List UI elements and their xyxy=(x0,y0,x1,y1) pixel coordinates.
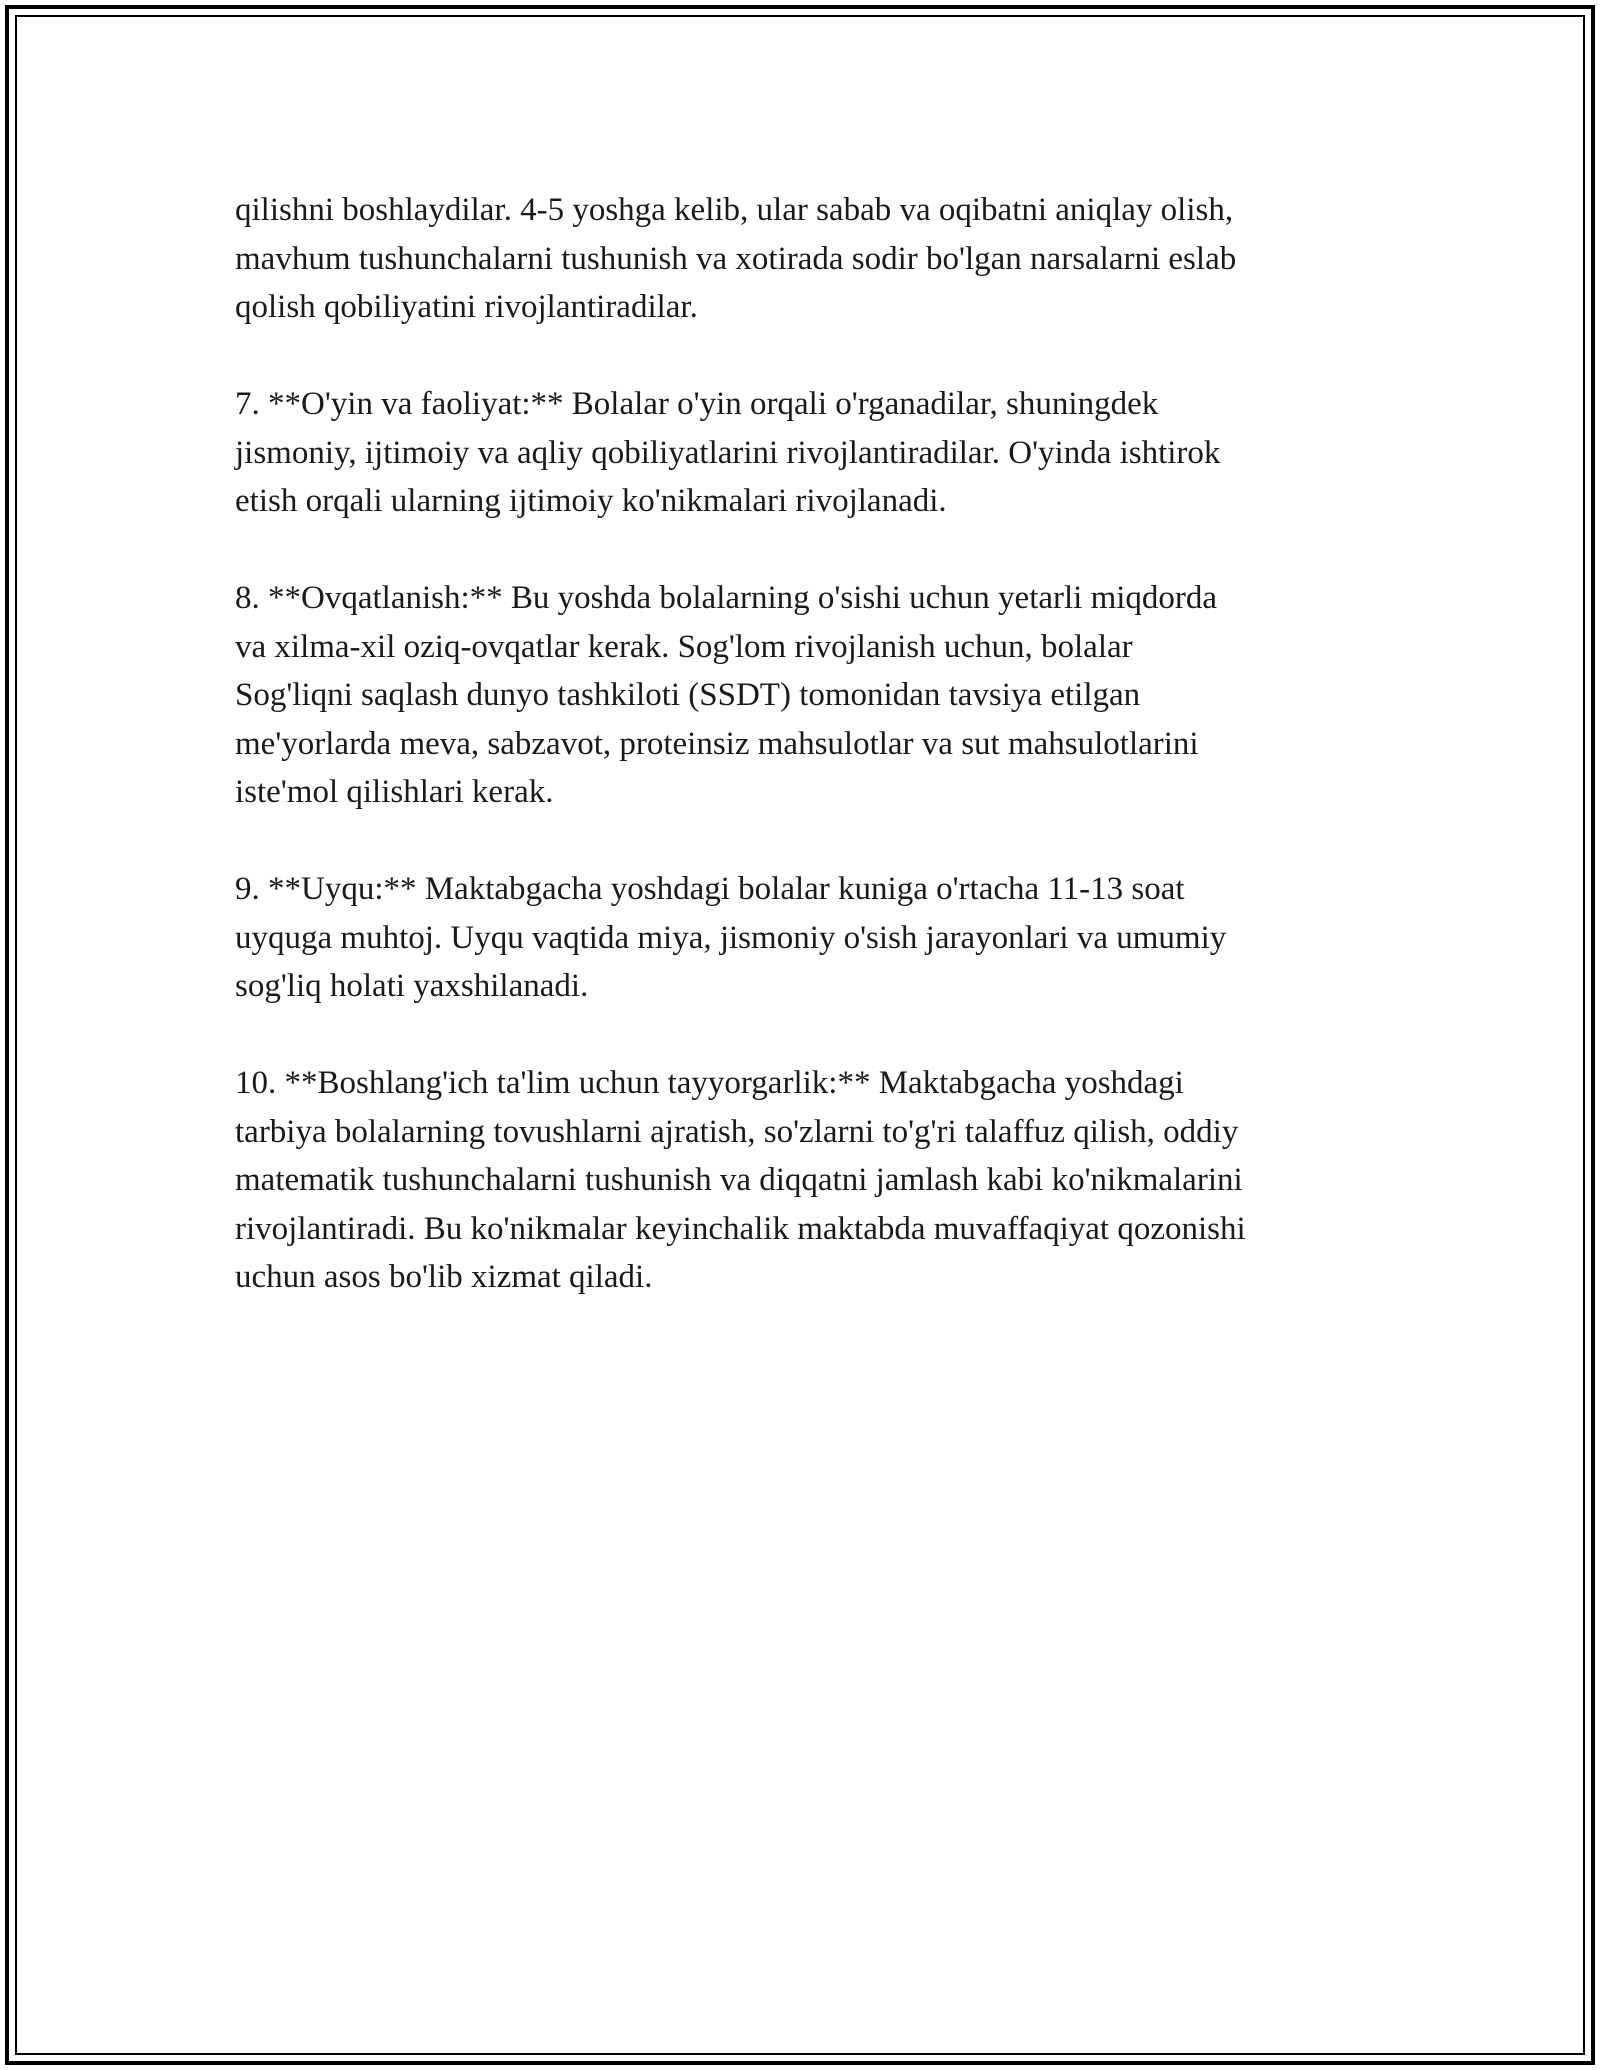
text-line: uyquga muhtoj. Uyqu vaqtida miya, jismoniy o'sish jarayonlari va umumiy xyxy=(235,919,1227,956)
paragraph-item-10-school-readiness xyxy=(235,1059,1385,1302)
text-line: 9. **Uyqu:** Maktabgacha yoshdagi bolalar kuniga o'rtacha 11-13 soat xyxy=(235,871,1185,907)
text-line: qolish qobiliyatini rivojlantiradilar. xyxy=(235,289,698,325)
paragraph-item-8-nutrition xyxy=(235,574,1385,817)
text-line: tarbiya bolalarning tovushlarni ajratish, so'zlarni to'g'ri talaffuz qilish, oddiy xyxy=(235,1113,1239,1150)
text-line: jismoniy, ijtimoiy va aqliy qobiliyatlarini rivojlantiradilar. O'yinda ishtirok xyxy=(235,434,1221,471)
text-line: qilishni boshlaydilar. 4-5 yoshga kelib, ular sabab va oqibatni aniqlay olish, xyxy=(235,192,1234,228)
text-line: matematik tushunchalarni tushunish va diqqatni jamlash kabi ko'nikmalarini xyxy=(235,1162,1243,1198)
text-line: uchun asos bo'lib xizmat qiladi. xyxy=(235,1259,653,1295)
text-line: Sog'liqni saqlash dunyo tashkiloti (SSDT) tomonidan tavsiya etilgan xyxy=(235,677,1141,713)
text-line: iste'mol qilishlari kerak. xyxy=(235,774,554,810)
text-line: 8. **Ovqatlanish:** Bu yoshda bolalarning o'sishi uchun yetarli miqdorda xyxy=(235,580,1218,616)
text-line: rivojlantiradi. Bu ko'nikmalar keyinchalik maktabda muvaffaqiyat qozonishi xyxy=(235,1210,1246,1247)
text-line: mavhum tushunchalarni tushunish va xotirada sodir bo'lgan narsalarni eslab xyxy=(235,240,1237,277)
paragraph-cognitive-continued xyxy=(235,186,1385,332)
text-line: va xilma-xil oziq-ovqatlar kerak. Sog'lom rivojlanish uchun, bolalar xyxy=(235,628,1133,665)
text-line: 10. **Boshlang'ich ta'lim uchun tayyorgarlik:** Maktabgacha yoshdagi xyxy=(235,1065,1184,1101)
text-line: sog'liq holati yaxshilanadi. xyxy=(235,968,589,1004)
text-line: 7. **O'yin va faoliyat:** Bolalar o'yin orqali o'rganadilar, shuningdek xyxy=(235,386,1159,422)
text-line: etish orqali ularning ijtimoiy ko'nikmalari rivojlanadi. xyxy=(235,483,947,519)
paragraph-item-7-play xyxy=(235,380,1385,526)
text-line: me'yorlarda meva, sabzavot, proteinsiz mahsulotlar va sut mahsulotlarini xyxy=(235,725,1199,762)
document-body xyxy=(235,186,1385,1350)
paragraph-item-9-sleep xyxy=(235,865,1385,1011)
